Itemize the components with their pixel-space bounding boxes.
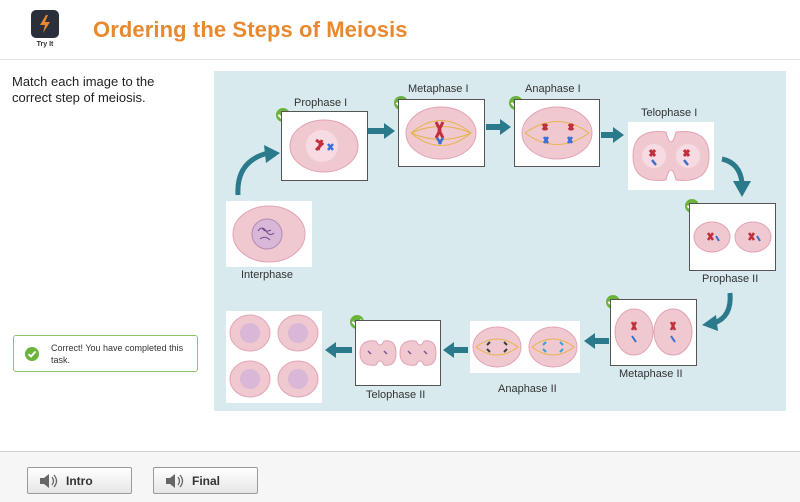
logo-label: Try It — [36, 41, 54, 48]
label-telophase-1: Telophase I — [641, 107, 698, 119]
label-anaphase-1: Anaphase I — [525, 83, 581, 95]
arrow-anaphase-2-to-telophase-2 — [442, 342, 468, 358]
label-prophase-2: Prophase II — [702, 273, 759, 285]
arrow-metaphase-2-to-anaphase-2 — [583, 333, 609, 349]
lightning-icon — [37, 14, 53, 34]
telophase-2-image[interactable] — [355, 320, 441, 386]
page-title: Ordering the Steps of Meiosis — [93, 17, 408, 42]
arrow-interphase-to-prophase-1 — [230, 145, 286, 199]
metaphase-1-image[interactable] — [398, 99, 485, 167]
arrow-anaphase-1-to-telophase-1 — [601, 127, 625, 143]
prophase-1-image[interactable] — [281, 111, 368, 181]
final-button[interactable] — [153, 467, 258, 494]
feedback-box — [13, 335, 198, 372]
label-metaphase-2: Metaphase II — [619, 368, 683, 380]
header — [0, 0, 800, 60]
feedback-text: Correct! You have completed this task. — [51, 343, 184, 365]
anaphase-1-image[interactable] — [514, 99, 600, 167]
interphase-image — [226, 201, 312, 267]
meiosis-diagram — [214, 71, 786, 411]
prophase-2-image[interactable] — [689, 203, 776, 271]
arrow-telophase-1-to-prophase-2 — [720, 155, 754, 199]
try-it-logo — [31, 10, 59, 38]
intro-button-label: Intro — [66, 474, 93, 488]
instruction-text: Match each image to the correct step of meiosis. — [12, 74, 155, 105]
label-telophase-2: Telophase II — [366, 389, 426, 401]
intro-button[interactable] — [27, 467, 132, 494]
telophase-1-image[interactable] — [628, 122, 714, 190]
check-circle-icon — [24, 346, 40, 362]
final-button-label: Final — [192, 474, 221, 488]
metaphase-2-image[interactable] — [610, 299, 697, 366]
speaker-icon — [165, 474, 185, 488]
arrow-metaphase-1-to-anaphase-1 — [486, 119, 512, 135]
four-daughter-cells-image — [226, 311, 322, 403]
label-interphase: Interphase — [241, 269, 293, 281]
label-prophase-1: Prophase I — [294, 97, 348, 109]
arrow-prophase-1-to-metaphase-1 — [368, 123, 396, 139]
anaphase-2-image[interactable] — [470, 321, 580, 373]
speaker-icon — [39, 474, 59, 488]
label-metaphase-1: Metaphase I — [408, 83, 469, 95]
label-anaphase-2: Anaphase II — [498, 383, 557, 395]
arrow-telophase-2-to-daughter-cells — [324, 342, 352, 358]
arrow-prophase-2-to-metaphase-2 — [700, 291, 740, 333]
footer — [0, 451, 800, 502]
